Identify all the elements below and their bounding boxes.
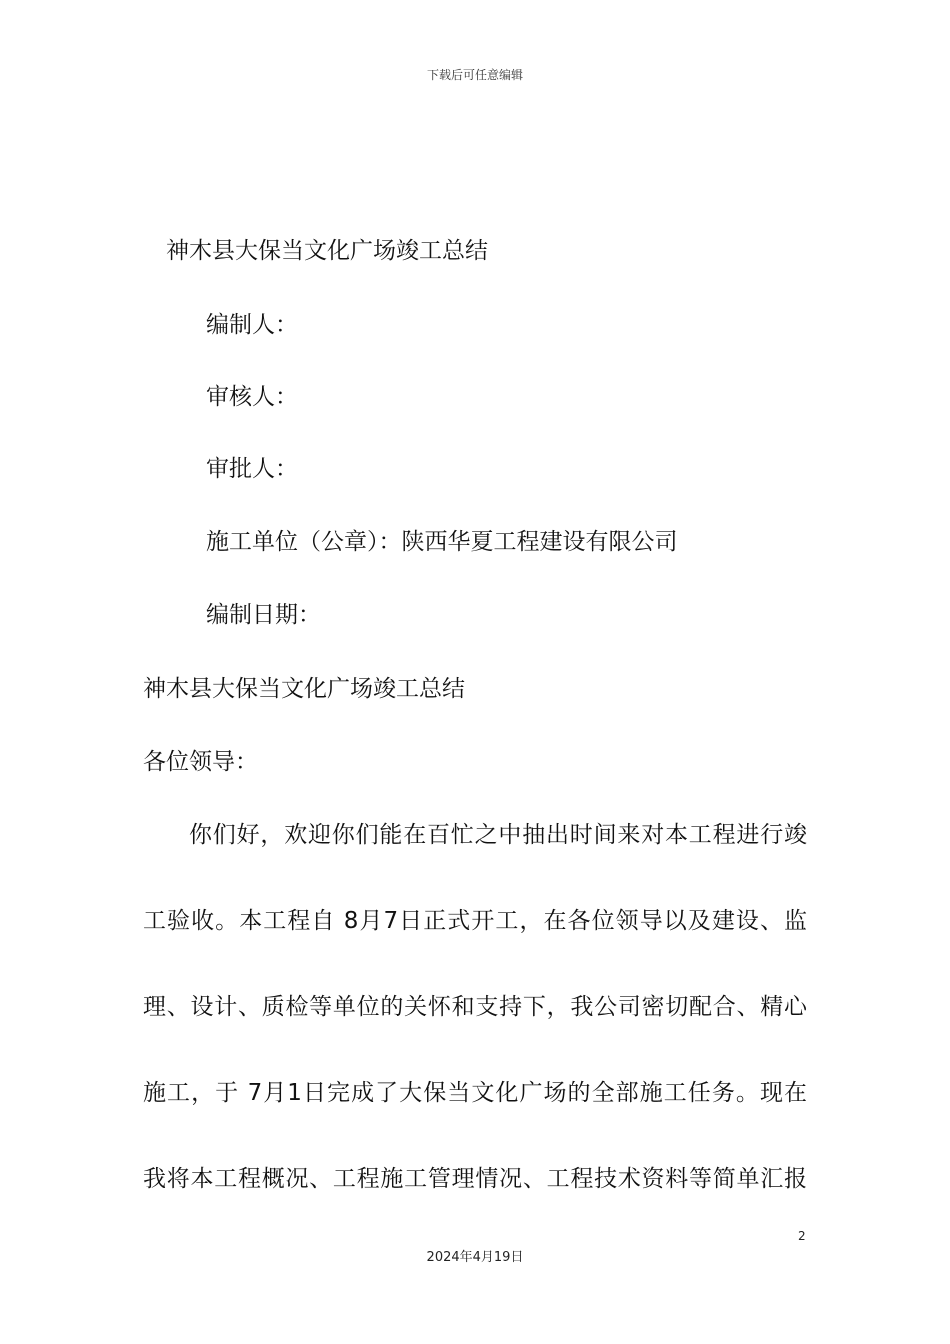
contractor-line: [206, 523, 678, 556]
header-note: 下载后可任意编辑: [426, 68, 523, 82]
page-number: 2: [798, 1229, 806, 1243]
paragraph-line: 工验收。本工程自 8月7日正式开工，在各位领导以及建设、监: [143, 908, 807, 934]
paragraph-line: 理、设计、质检等单位的关怀和支持下，我公司密切配合、精心: [143, 994, 807, 1020]
paragraph-line: 施工，于 7月1日完成了大保当文化广场的全部施工任务。现在: [143, 1080, 807, 1106]
paragraph-line: 你们好，欢迎你们能在百忙之中抽出时间来对本工程进行竣: [189, 822, 807, 848]
date-label: 编制日期：: [206, 602, 321, 628]
body-title: 神木县大保当文化广场竣工总结: [143, 676, 465, 702]
cover-title: 神木县大保当文化广场竣工总结: [166, 238, 488, 264]
approver-label: 审批人：: [206, 456, 298, 482]
contractor-name: 陕西华夏工程建设有限公司: [401, 529, 678, 555]
footer-date: 2024年4月19日: [426, 1250, 524, 1265]
contractor-label: 施工单位（公章）：: [206, 529, 402, 555]
compiler-label: 编制人：: [206, 312, 298, 338]
reviewer-label: 审核人：: [206, 384, 298, 410]
greeting: 各位领导：: [143, 749, 258, 775]
paragraph-line: 我将本工程概况、工程施工管理情况、工程技术资料等简单汇报: [143, 1166, 807, 1192]
